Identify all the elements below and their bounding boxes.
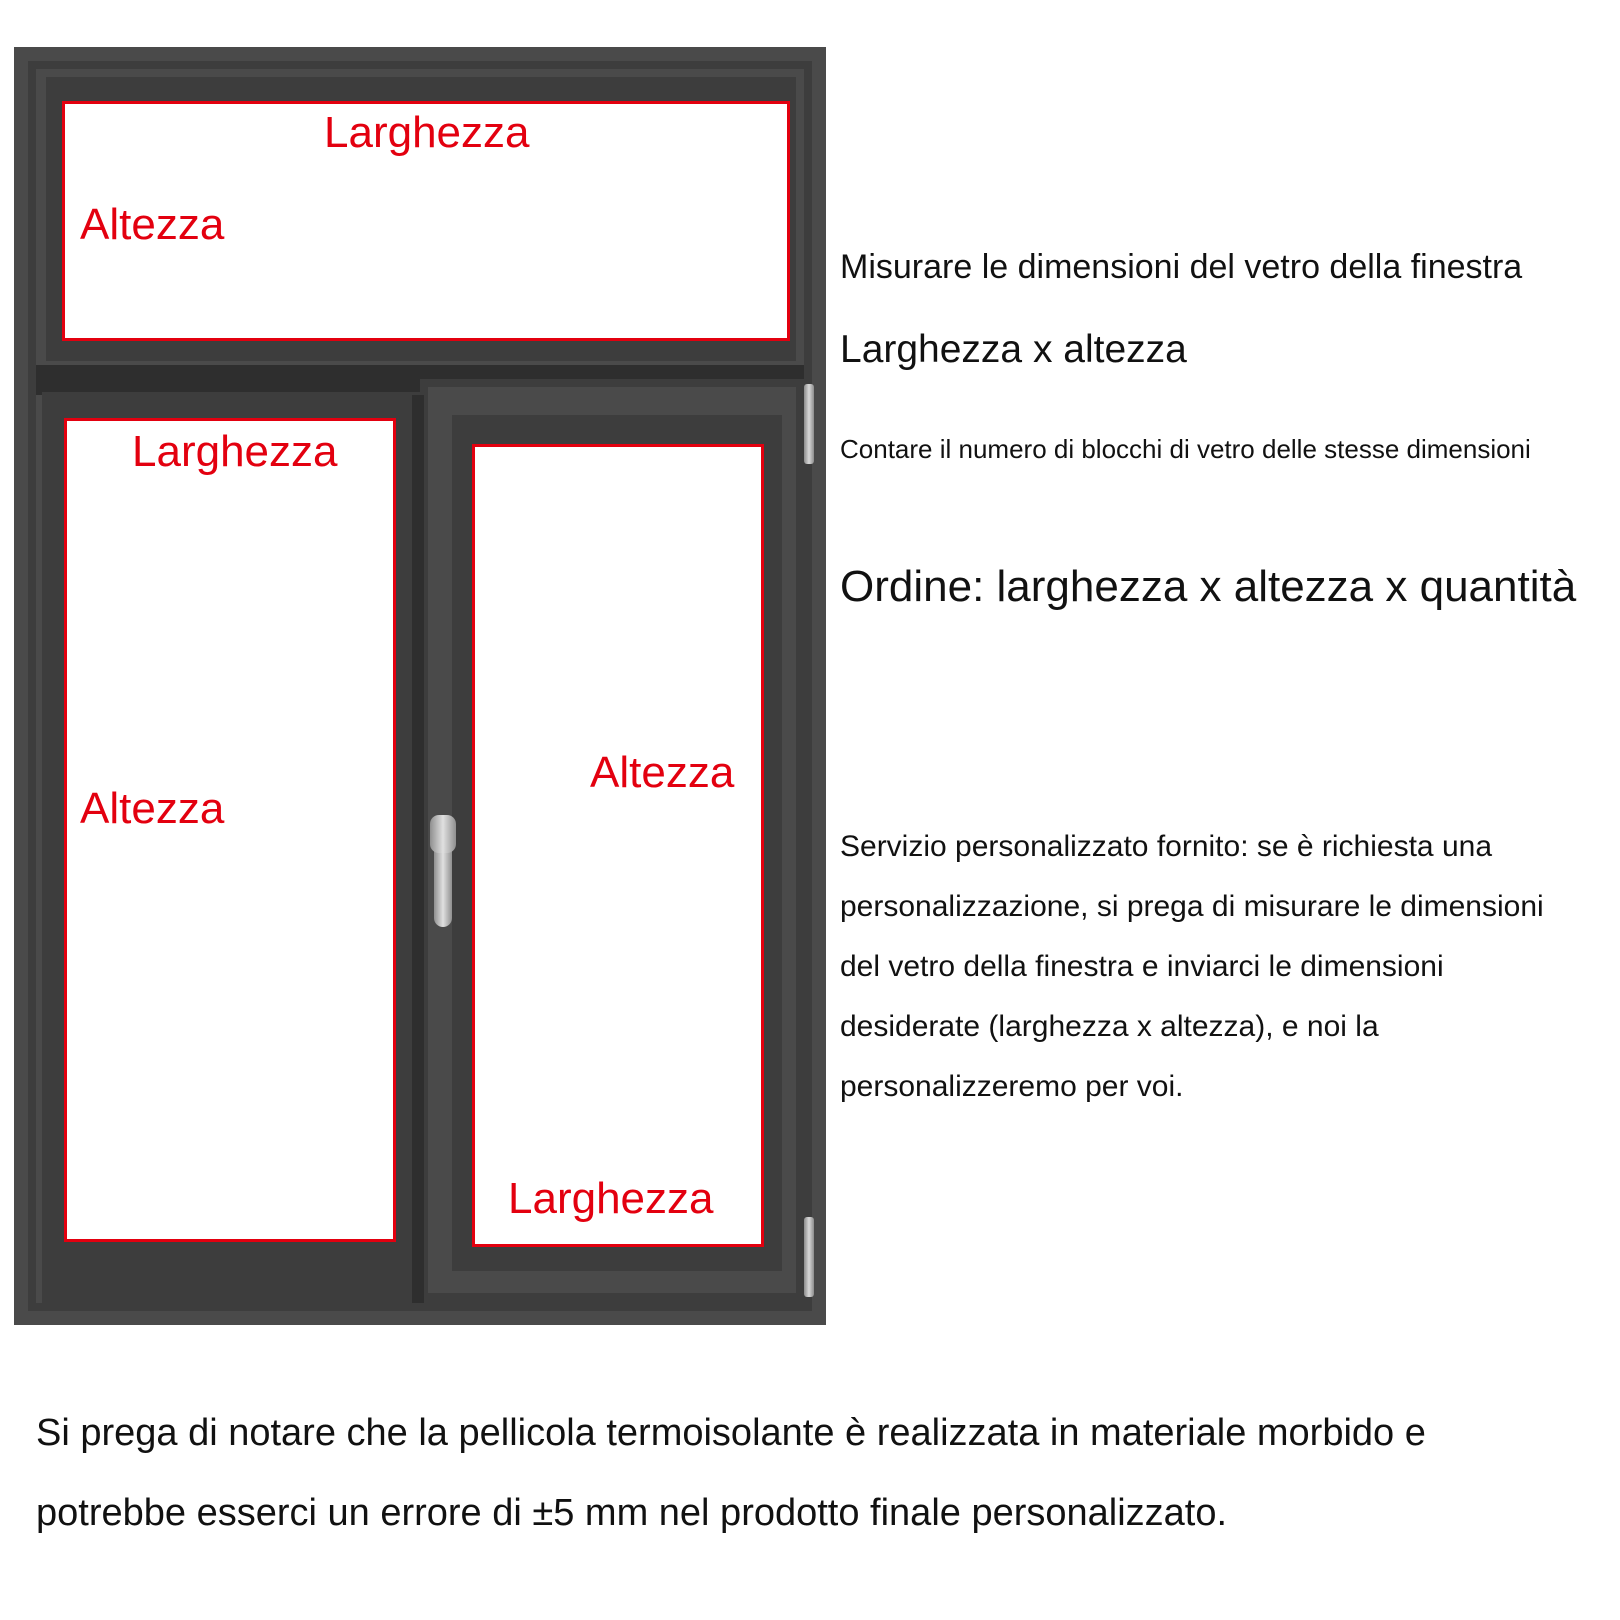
custom-service-line: desiderate (larghezza x altezza), e noi la — [840, 1010, 1379, 1043]
right-width-label: Larghezza — [508, 1174, 714, 1223]
mullion — [412, 395, 424, 1303]
count-instruction: Contare il numero di blocchi di vetro delle stesse dimensioni — [840, 434, 1531, 464]
format-instruction: Larghezza x altezza — [840, 328, 1187, 371]
left-height-label: Altezza — [80, 784, 225, 833]
right-height-label: Altezza — [590, 748, 735, 797]
note-line-1: Si prega di notare che la pellicola termoisolante è realizzata in materiale morbido e — [36, 1412, 1426, 1454]
note-line-2: potrebbe esserci un errore di ±5 mm nel prodotto finale personalizzato. — [36, 1492, 1228, 1534]
top-hinge — [804, 384, 814, 464]
right-glass-pane — [472, 444, 764, 1247]
custom-service-line: personalizzeremo per voi. — [840, 1070, 1184, 1103]
custom-service-line: personalizzazione, si prega di misurare le dimensioni — [840, 890, 1544, 923]
window-handle-base — [430, 815, 456, 853]
left-width-label: Larghezza — [132, 427, 338, 476]
measure-instruction: Misurare le dimensioni del vetro della finestra — [840, 248, 1523, 286]
custom-service-line: del vetro della finestra e inviarci le dimensioni — [840, 950, 1444, 983]
top-height-label: Altezza — [80, 200, 225, 249]
top-width-label: Larghezza — [324, 108, 530, 157]
window-diagram — [14, 47, 826, 1325]
bottom-hinge — [804, 1217, 814, 1297]
custom-service-line: Servizio personalizzato fornito: se è richiesta una — [840, 830, 1493, 863]
order-instruction: Ordine: larghezza x altezza x quantità — [840, 562, 1577, 611]
